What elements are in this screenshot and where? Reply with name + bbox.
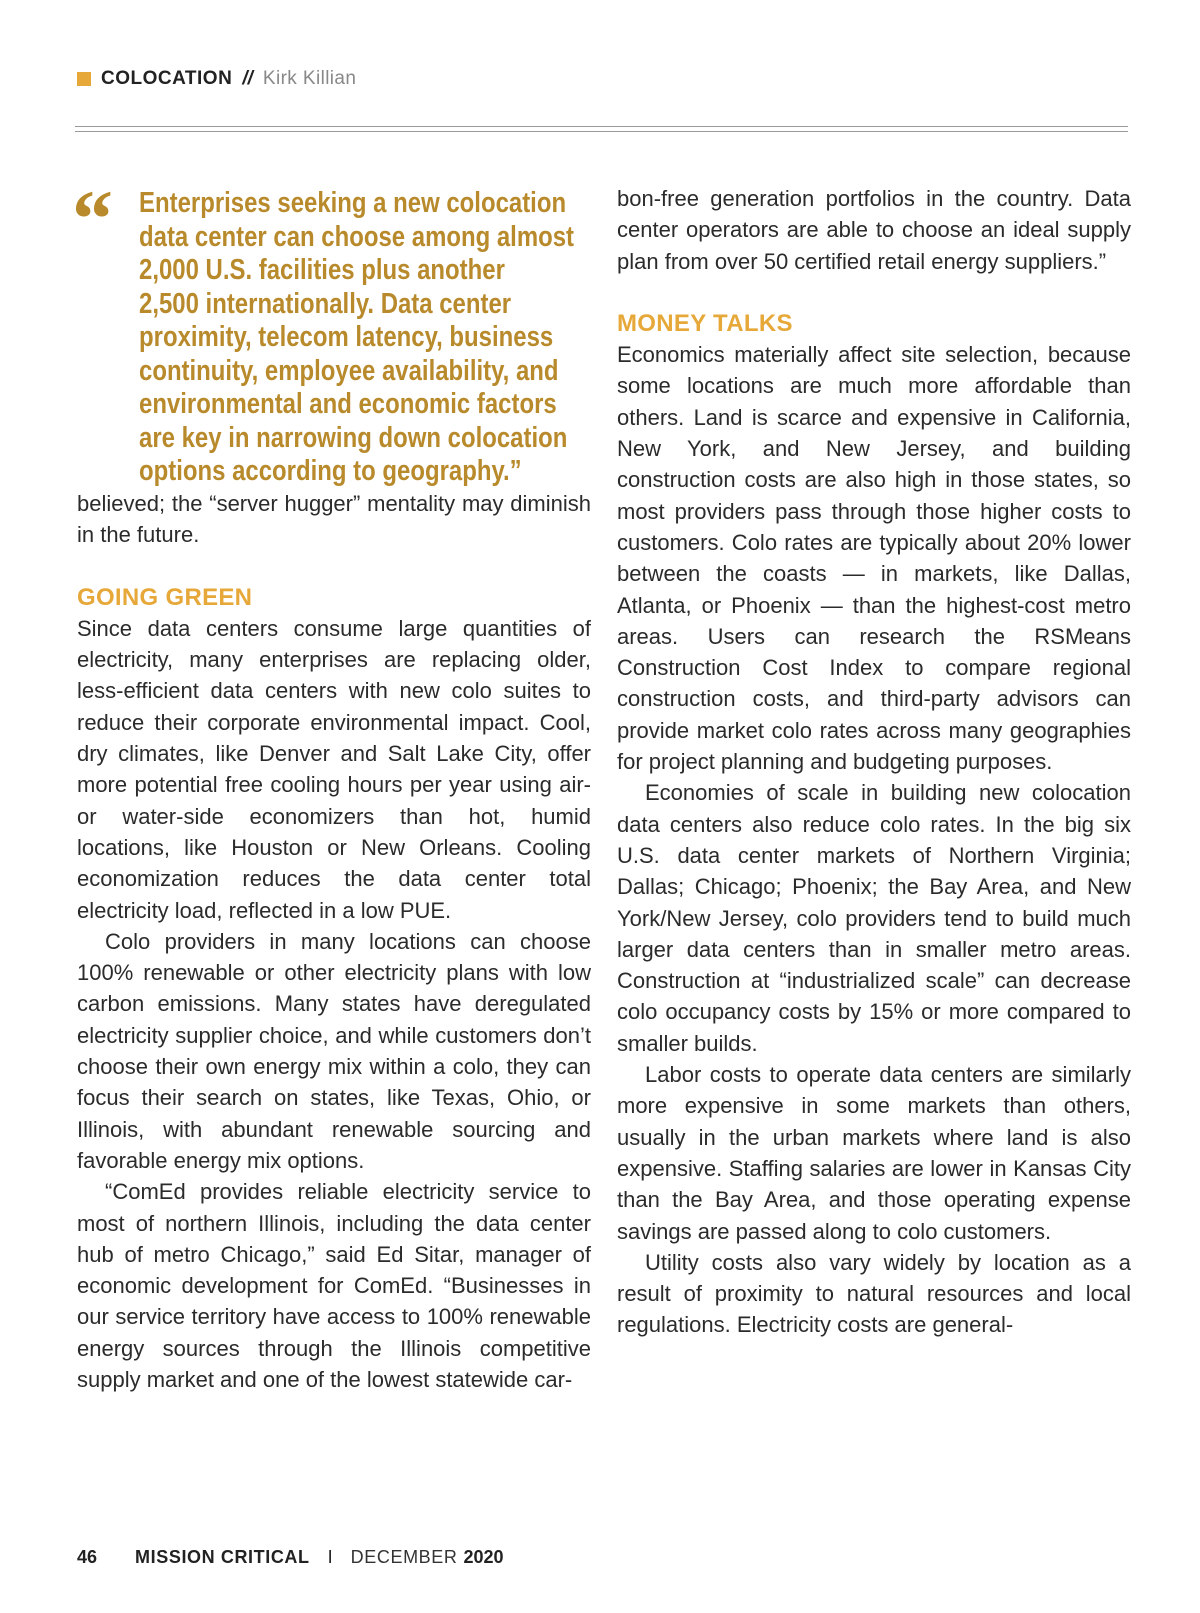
page-number: 46 [77,1547,98,1567]
header-rule-bottom [75,131,1128,132]
pull-quote-line: environmental and economic factors [139,388,557,420]
page-footer [77,1547,504,1568]
pull-quote-line: Enterprises seeking a new colocation [139,187,567,219]
magazine-name: MISSION CRITICAL [135,1547,310,1567]
pull-quote [139,187,575,489]
body-paragraph: Utility costs also vary widely by location as a result of proximity to natural resources and local regulations. Electricity costs are general- [617,1249,1131,1338]
section-name: COLOCATION [101,68,233,89]
body-paragraph: Since data centers consume large quantities of electricity, many enterprises are replacing older, less-efficient data centers with new colo suites to reduce their corporate environmental impact. Cool, dry climates, like Denver and Salt Lake City, offer more potential free cooling hours per year using air- or water-side economizers than hot, humid locations, like Houston or New Orleans. Cooling economization reduces the data center total electricity load, reflected in a low PUE. [77,615,591,923]
body-paragraph: Colo providers in many locations can choose 100% renewable or other electricity plans with low carbon emissions. Many states have deregulated electricity supplier choice, and while customers don’t choose their own energy mix within a colo, they can focus their search on states, like Texas, Ohio, or Illinois, with abundant renewable sourcing and favorable energy mix options. [77,928,591,1173]
body-paragraph: Economies of scale in building new colocation data centers also reduce colo rates. In the big six U.S. data center markets of Northern Virginia; Dallas; Chicago; Phoenix; the Bay Area, and New York/New Jersey, colo providers tend to build much larger data centers than in smaller metro areas. Construction at “industrialized scale” can decrease colo occupancy costs by 15% or more compared to smaller builds. [617,780,1131,1056]
pull-quote-line: data center can choose among almost [139,220,575,253]
pull-quote-line: 2,500 internationally. Data center [139,287,512,320]
pull-quote-line: proximity, telecom latency, business [139,321,554,353]
body-paragraph: believed; the “server hugger” mentality may diminish in the future. [77,491,591,548]
pull-quote-line: options according to geography.” [139,455,522,487]
body-paragraph: Economics materially affect site selection, because some locations are much more affordable than others. Land is scarce and expensive in California, New York, and New Jersey, and building construction costs are also high in those states, so most providers pass through those higher costs to customers. Colo rates are typically about 20% lower between the coasts — in markets, like Dallas, Atlanta, or Phoenix — than the highest-cost metro areas. Users can research the RSMeans Construction Cost Index to compare regional construction costs, and third-party advisors can provide market colo rates across many geographies for project planning and budgeting purposes. [617,342,1131,775]
header-rule-top [75,126,1128,127]
section-heading-going-green: GOING GREEN [77,583,253,611]
pull-quote-line: continuity, employee availability, and [139,354,559,387]
footer-divider: I [327,1547,333,1567]
body-paragraph: “ComEd provides reliable electricity service to most of northern Illinois, including the data center hub of metro Chicago,” said Ed Sitar, manager of economic development for ComEd. “Businesses in our service territory have access to 100% renewable energy sources through the Illinois competitive supply market and one of the lowest statewide car- [77,1179,591,1393]
pull-quote-line: are key in narrowing down colocation [139,421,568,454]
issue-month: DECEMBER [350,1547,458,1567]
pull-quote-line: 2,000 U.S. facilities plus another [139,254,505,286]
issue-year: 2020 [463,1547,504,1567]
open-quote-icon: “ [72,173,113,264]
author-name: Kirk Killian [262,68,357,89]
body-paragraph: bon-free generation portfolios in the country. Data center operators are able to choose an ideal supply plan from over 50 certified retail energy suppliers.” [617,186,1131,274]
section-heading-money-talks: MONEY TALKS [617,309,793,337]
body-paragraph: Labor costs to operate data centers are similarly more expensive in some markets than others, usually in the urban markets where land is also expensive. Staffing salaries are lower in Kansas City than the Bay Area, and those operating expense savings are passed along to colo customers. [617,1062,1131,1244]
running-header [77,68,356,90]
header-separator: // [242,68,253,89]
right-column [617,183,1131,1341]
section-marker-icon [77,72,91,86]
left-column [77,488,591,1395]
